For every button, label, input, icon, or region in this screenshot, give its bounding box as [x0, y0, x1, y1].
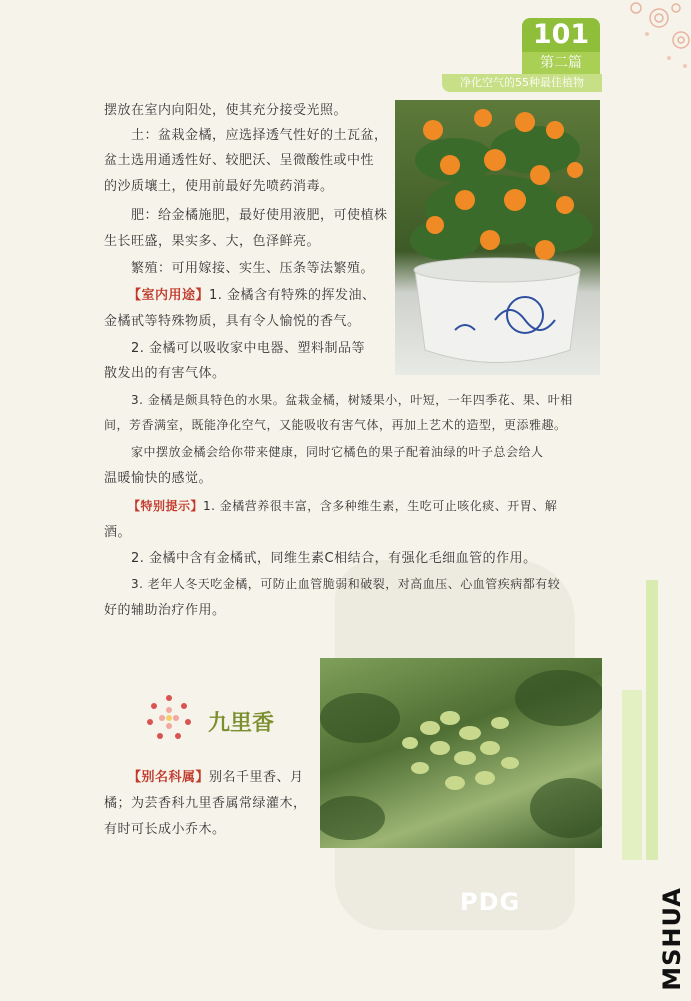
paragraph-line: 家中摆放金橘会给你带来健康，同时它橘色的果子配着油绿的叶子总会给人 [131, 445, 544, 459]
paragraph-line: 酒。 [104, 525, 132, 540]
paragraph-line: 摆放在室内向阳处，使其充分接受光照。 [104, 103, 348, 118]
paragraph-line: 2. 金橘中含有金橘甙，同维生素C相结合，有强化毛细血管的作用。 [131, 551, 537, 566]
indoor-use-line [128, 283, 376, 308]
tips-label: 【特别提示】 [128, 499, 204, 513]
indoor-use-label: 【室内用途】 [128, 288, 210, 303]
paragraph-line: 2. 金橘可以吸收家中电器、塑料制品等 [131, 341, 366, 356]
pdg-watermark: PDG [460, 888, 521, 916]
paragraph-line: 肥：给金橘施肥，最好使用液肥，可使植株 [131, 208, 388, 223]
indoor-use-text: 1. 金橘含有特殊的挥发油、 [209, 288, 376, 303]
kumquat-illustration [395, 100, 600, 375]
tips-text: 1. 金橘营养很丰富，含多种维生素，生吃可止咳化痰、开胃、解 [203, 499, 558, 513]
paragraph-line: 间，芳香满室，既能净化空气，又能吸收有害气体，再加上艺术的造型，更添雅趣。 [104, 418, 567, 432]
paragraph-line: 橘；为芸香科九里香属常绿灌木， [104, 796, 307, 811]
flower-decoration-icon [140, 690, 198, 746]
chapter-label: 第二篇 [522, 52, 600, 74]
murraya-photo [320, 658, 602, 848]
chapter-subtitle: 净化空气的55种最佳植物 [442, 74, 602, 92]
plant-title: 九里香 [208, 711, 275, 736]
paragraph-line: 生长旺盛，果实多、大，色泽鲜亮。 [104, 234, 321, 249]
paragraph-line: 繁殖：可用嫁接、实生、压条等法繁殖。 [131, 261, 375, 276]
alias-label: 【别名科属】 [128, 770, 210, 785]
paragraph-line: 3. 金橘是颇具特色的水果。盆栽金橘，树矮果小，叶短，一年四季花、果、叶相 [131, 393, 573, 407]
paragraph-line: 3. 老年人冬天吃金橘，可防止血管脆弱和破裂，对高血压、心血管疾病都有较 [131, 577, 561, 591]
kumquat-photo [395, 100, 600, 375]
paragraph-line: 有时可长成小乔木。 [104, 822, 226, 837]
side-watermark [655, 884, 689, 994]
paragraph-line: 散发出的有害气体。 [104, 366, 226, 381]
paragraph-line: 的沙质壤土，使用前最好先喷药消毒。 [104, 179, 334, 194]
paragraph-line: 温暖愉快的感觉。 [104, 471, 213, 486]
paragraph-line: 好的辅助治疗作用。 [104, 603, 226, 618]
tips-line [128, 494, 557, 519]
murraya-illustration [320, 658, 602, 848]
decor-bar [622, 690, 642, 860]
alias-line [128, 765, 304, 790]
alias-text: 别名千里香、月 [209, 770, 304, 785]
side-watermark-text: MSHUA [658, 887, 687, 991]
page-number: 101 [522, 18, 600, 52]
paragraph-line: 金橘甙等特殊物质，具有令人愉悦的香气。 [104, 314, 361, 329]
paragraph-line: 盆土选用通透性好、较肥沃、呈微酸性或中性 [104, 153, 375, 168]
paragraph-line: 土：盆栽金橘，应选择透气性好的土瓦盆， [131, 128, 388, 143]
decor-bar [646, 580, 658, 860]
